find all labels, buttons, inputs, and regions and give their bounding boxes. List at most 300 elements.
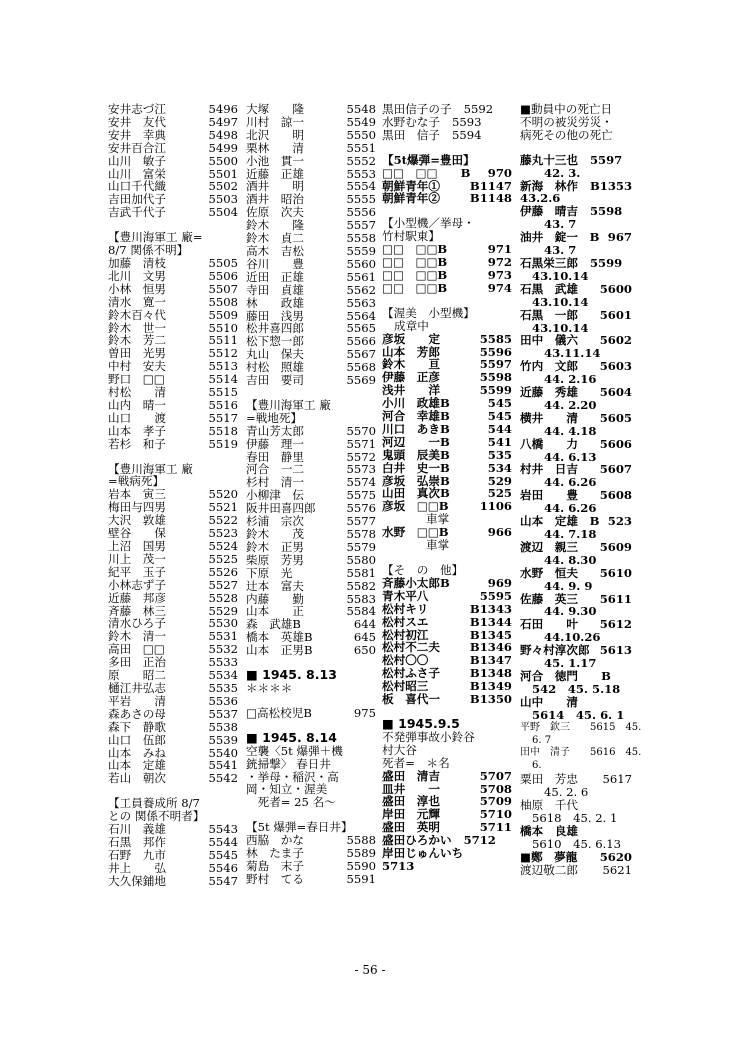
- entry-text: 石川 義雄: [108, 822, 166, 837]
- entry-number: 5595: [479, 588, 512, 603]
- entry-number: 5537: [208, 706, 238, 721]
- entry-text: 林 政雄: [246, 295, 304, 310]
- text-line: [520, 696, 632, 709]
- entry-number: 5605: [599, 410, 632, 425]
- entry-text: 油井 錠一 B: [520, 230, 600, 245]
- entry-number: 5502: [208, 179, 238, 194]
- section-heading: [246, 729, 376, 745]
- entry-row: [246, 374, 376, 387]
- entry-text: 青山芳太郎: [246, 423, 304, 438]
- entry-number: 5589: [346, 846, 376, 861]
- entry-text: 樋江井弘志: [108, 680, 166, 695]
- entry-text: 近田 正雄: [246, 269, 304, 284]
- entry-text: 45. 1.17: [544, 656, 597, 671]
- entry-text: 44. 7.18: [544, 527, 597, 541]
- entry-number: 5598: [479, 370, 512, 385]
- entry-text: 河合 徳門 B: [520, 668, 611, 683]
- text-line: [520, 683, 632, 696]
- entry-number: 5563: [346, 295, 376, 310]
- entry-number: 5574: [346, 475, 376, 490]
- entry-number: 5550: [346, 127, 376, 142]
- text-line: [520, 838, 632, 851]
- text-line: [520, 116, 632, 129]
- entry-number: 5561: [346, 269, 376, 284]
- text-line: [520, 103, 632, 116]
- entry-text: 水野 恒夫: [520, 565, 578, 580]
- entry-number: B1344: [469, 614, 512, 629]
- entry-text: 野村 てる: [246, 871, 304, 886]
- spacer: [108, 451, 238, 463]
- entry-number: 5585: [479, 331, 512, 346]
- entry-text: 梅田与四男: [108, 500, 166, 515]
- entry-row: [108, 579, 238, 592]
- entry-text: 5610 45. 6.13: [532, 836, 622, 851]
- entry-row: [108, 155, 238, 168]
- entry-text: 吉田加代子: [108, 192, 166, 207]
- entry-number: 5540: [208, 745, 238, 760]
- entry-text: 【5t 爆弾=春日井】: [246, 820, 353, 835]
- entry-row: [108, 309, 238, 322]
- entry-text: 大沢 敦雄: [108, 513, 166, 528]
- text-line: [382, 847, 512, 860]
- entry-text: 盛田 淳也: [382, 794, 440, 809]
- entry-text: 松村キリ: [382, 601, 429, 616]
- text-line: [382, 860, 512, 873]
- entry-text: 不明の被災労災・: [520, 114, 613, 129]
- entry-number: 544: [487, 421, 512, 436]
- entry-row: [108, 836, 238, 849]
- entry-number: 5511: [208, 333, 238, 348]
- entry-text: 黒田信子の子: [382, 102, 452, 116]
- entry-number: 523: [607, 514, 632, 529]
- entry-number: 5581: [346, 565, 376, 580]
- entry-number: 5538: [208, 719, 238, 734]
- entry-text: 橋本 英雄B: [246, 630, 313, 645]
- entry-number: 5597: [589, 152, 623, 167]
- entry-number: 5552: [346, 153, 376, 168]
- entry-number: 5548: [346, 102, 376, 116]
- entry-number: 5551: [346, 140, 376, 155]
- entry-text: 43.11.14: [544, 346, 601, 361]
- entry-number: 529: [487, 473, 512, 488]
- entry-text: 鈴木 清一: [108, 629, 166, 644]
- page-number: - 56 -: [354, 963, 386, 977]
- entry-number: 5554: [346, 179, 376, 194]
- entry-row: [382, 269, 512, 282]
- entry-number: 966: [487, 525, 512, 540]
- entry-text: 壁谷 保: [108, 526, 166, 541]
- entry-text: 鈴木百々代: [108, 307, 166, 322]
- entry-row: [246, 142, 376, 155]
- entry-number: 5547: [208, 873, 238, 888]
- entry-text: 44. 2.16: [544, 372, 597, 387]
- entry-text: 上沼 国男: [108, 539, 166, 553]
- entry-text: 河合 一二: [246, 462, 304, 477]
- entry-text: 小川 政雄B: [382, 396, 450, 411]
- text-line: [382, 757, 512, 770]
- entry-text: 北川 文男: [108, 268, 166, 283]
- entry-number: 5710: [479, 807, 512, 822]
- entry-number: 5530: [208, 616, 238, 631]
- entry-text: 高田 □□: [108, 642, 165, 657]
- entry-row: [246, 567, 376, 580]
- entry-row: [108, 399, 238, 412]
- entry-text: 山口 伍郎: [108, 732, 166, 747]
- entry-text: 近藤 邦彦: [108, 590, 166, 605]
- entry-text: 鈴木 貞二: [246, 231, 304, 246]
- entry-number: 5582: [346, 578, 376, 593]
- section-heading-text: ■ 1945. 8.14: [246, 729, 337, 745]
- entry-text: 松村不二夫: [382, 640, 440, 655]
- entry-number: 5570: [346, 423, 376, 438]
- entry-row: [108, 116, 238, 129]
- entry-text: 渡辺 親三: [520, 539, 578, 554]
- entry-number: 5594: [451, 127, 482, 142]
- entry-row: [382, 462, 512, 475]
- entry-number: 5517: [208, 410, 238, 425]
- entry-text: 林 たま子: [246, 846, 304, 861]
- entry-text: 新海 林作: [520, 178, 578, 193]
- entry-text: 山川 富栄: [108, 166, 166, 181]
- entry-text: 柴原 芳男: [246, 552, 304, 567]
- entry-number: 5708: [479, 781, 512, 796]
- entry-number: 5609: [599, 539, 632, 554]
- text-line: [520, 270, 632, 283]
- entry-text: 彦坂 弘崇B: [382, 473, 450, 488]
- entry-text: 松井喜四郎: [246, 321, 304, 336]
- entry-number: 650: [353, 643, 376, 658]
- entry-text: 山中 清: [520, 694, 578, 709]
- entry-number: 5521: [208, 500, 238, 515]
- entry-row: [382, 129, 512, 142]
- entry-text: 森下 静歌: [108, 719, 166, 734]
- entry-number: 5565: [346, 321, 376, 336]
- entry-number: 5533: [208, 655, 238, 670]
- entry-text: 村大谷: [382, 742, 417, 757]
- entry-number: 5562: [346, 282, 376, 297]
- entry-number: 5544: [208, 834, 238, 849]
- entry-text: 柚原 千代: [520, 798, 578, 813]
- entry-text: 山本 芳郎: [382, 344, 440, 359]
- entry-text: 山本 孝子: [108, 423, 166, 438]
- entry-number: 5542: [208, 771, 238, 786]
- entry-number: B1346: [469, 640, 512, 655]
- entry-text: 寺田 貞雄: [246, 282, 304, 297]
- entry-number: 5512: [208, 346, 238, 361]
- entry-number: 5516: [208, 397, 238, 412]
- entry-row: [382, 410, 512, 423]
- entry-number: 5564: [346, 308, 376, 323]
- entry-number: 5549: [346, 114, 376, 129]
- entry-text: 【小型機／挙母・: [382, 216, 475, 231]
- entry-text: 44. 6.13: [544, 449, 597, 464]
- entry-text: 黒田 信子: [382, 127, 440, 142]
- entry-row: [246, 425, 376, 438]
- entry-text: 杉村 清一: [246, 475, 304, 490]
- entry-row: [382, 192, 512, 205]
- entry-number: 5515: [208, 385, 238, 400]
- text-line: [520, 399, 632, 412]
- entry-text: 【5t爆弾=豊田】: [382, 152, 475, 167]
- entry-number: 5567: [346, 347, 376, 362]
- entry-number: 5577: [346, 514, 376, 529]
- text-line: [520, 129, 632, 142]
- text-line: [520, 425, 632, 438]
- entry-text: 川口 あきB: [382, 421, 450, 436]
- entry-text: 森あさの母: [108, 706, 166, 721]
- entry-text: 鈴木 隆: [246, 218, 304, 233]
- entry-row: [246, 541, 376, 554]
- entry-text: 伊藤 晴吉: [520, 204, 578, 219]
- entry-text: 田中 清子 5616 45.: [520, 747, 642, 759]
- entry-text: 安井志づ江: [108, 102, 166, 116]
- entry-text: 銃掃撃〉 春日井: [246, 756, 331, 771]
- entry-text: 阪井田喜四郎: [246, 501, 316, 516]
- entry-text: 吉田 要司: [246, 373, 304, 388]
- entry-text: □□ □□ B: [382, 165, 471, 180]
- entry-row: [108, 721, 238, 734]
- entry-row: [108, 734, 238, 747]
- entry-text: 白井 史一B: [382, 460, 450, 475]
- entry-text: 43.10.14: [532, 268, 589, 283]
- entry-number: 969: [487, 575, 512, 590]
- entry-text: 石黒 一郎: [520, 307, 578, 322]
- entry-text: 高木 吉松: [246, 243, 304, 258]
- entry-text: 盛田 清吉: [382, 768, 440, 783]
- entry-number: 5543: [208, 822, 238, 837]
- entry-number: 5553: [346, 166, 376, 181]
- entry-text: 青木平八: [382, 588, 429, 603]
- entry-text: 村井 日吉: [520, 462, 578, 477]
- entry-text: 板 喜代一: [382, 692, 440, 707]
- entry-text: 車掌: [426, 512, 450, 527]
- entry-text: 近藤 秀雄: [520, 385, 578, 400]
- entry-text: 44. 6.26: [544, 475, 597, 490]
- entry-number: 5591: [346, 871, 376, 886]
- entry-number: 5506: [208, 268, 238, 283]
- entry-row: [108, 129, 238, 142]
- entry-row: [382, 770, 512, 783]
- section-heading: [382, 715, 512, 731]
- entry-number: 5545: [208, 847, 238, 862]
- entry-number: 5578: [346, 527, 376, 541]
- entry-number: 5603: [599, 359, 632, 374]
- entry-text: 平岩 清: [108, 693, 166, 708]
- entry-row: [108, 823, 238, 836]
- entry-row: [246, 438, 376, 451]
- entry-text: 八橋 力: [520, 436, 578, 451]
- entry-row: [382, 167, 512, 180]
- entry-text: 岸田じゅんいち: [382, 846, 464, 861]
- entry-number: 5555: [346, 192, 376, 207]
- entry-number: 5597: [479, 357, 512, 372]
- entry-text: 吉武千代子: [108, 205, 166, 220]
- entry-row: [520, 386, 632, 399]
- entry-text: 曽田 光男: [108, 346, 166, 361]
- entry-text: 松村昭三: [382, 679, 429, 694]
- entry-number: 5592: [463, 102, 494, 116]
- entry-text: 岡・知立・渥美: [246, 782, 328, 797]
- entry-text: 山口 渡: [108, 410, 166, 425]
- entry-number: 5534: [208, 668, 238, 683]
- entry-row: [520, 205, 632, 218]
- entry-text: 5618 45. 2. 1: [532, 810, 618, 825]
- entry-text: 多田 正治: [108, 655, 166, 670]
- entry-row: [246, 297, 376, 310]
- entry-text: 紀平 玉子: [108, 564, 166, 579]
- entry-text: 5614 45. 6. 1: [532, 707, 625, 722]
- text-line: [520, 580, 632, 593]
- entry-text: との 関係不明者】: [108, 809, 205, 824]
- text-line: [382, 731, 512, 744]
- entry-row: [246, 116, 376, 129]
- entry-text: 【豊川海軍工 廠: [246, 397, 331, 412]
- entry-row: [108, 862, 238, 875]
- entry-text: 小柳津 伝: [246, 488, 304, 503]
- entry-text: 鈴木 正男: [246, 539, 304, 554]
- entry-text: 松村初江: [382, 627, 429, 642]
- entry-text: 下原 光: [246, 565, 293, 580]
- text-line: [520, 167, 632, 180]
- entry-row: [108, 296, 238, 309]
- entry-number: 5536: [208, 693, 238, 708]
- text-line: [520, 812, 632, 825]
- entry-number: 5613: [599, 643, 632, 658]
- entry-text: 春田 静里: [246, 449, 304, 464]
- entry-text: =戦地死】: [246, 410, 303, 425]
- entry-text: 鈴木 世一: [108, 320, 166, 335]
- entry-text: 野々村淳次郎: [520, 643, 590, 658]
- entry-text: □□ □□B: [382, 242, 448, 257]
- entry-text: 松村〇〇: [382, 653, 429, 668]
- entry-text: 伊藤 理一: [246, 436, 304, 451]
- entry-text: 橋本 良雄: [520, 823, 578, 838]
- entry-text: 鈴木 茂: [246, 527, 304, 541]
- text-line: [246, 412, 376, 425]
- entry-row: [520, 257, 632, 270]
- entry-text: 村松 照雄: [246, 360, 304, 375]
- entry-text: 44. 8.30: [544, 552, 597, 567]
- entry-text: 44. 2.20: [544, 397, 597, 412]
- text-line: [520, 825, 632, 838]
- entry-number: 5709: [479, 794, 512, 809]
- entry-text: ・挙母・稲沢・高: [246, 769, 339, 784]
- entry-row: [246, 129, 376, 142]
- entry-row: [108, 142, 238, 155]
- entry-text: 病死その他の死亡: [520, 127, 613, 142]
- entry-row: [108, 206, 238, 219]
- entry-text: 【そ の 他】: [382, 563, 464, 577]
- entry-row: [108, 682, 238, 695]
- entry-number: 5520: [208, 487, 238, 502]
- entry-row: [382, 103, 512, 116]
- entry-row: [382, 616, 512, 629]
- entry-number: 5522: [208, 513, 238, 528]
- entry-row: [108, 540, 238, 553]
- entry-text: 山田 真次B: [382, 486, 450, 501]
- entry-number: 5575: [346, 488, 376, 503]
- entry-number: 5590: [346, 858, 376, 873]
- entry-number: 5621: [602, 862, 632, 877]
- entry-text: ■鄭 夢龍: [520, 849, 578, 864]
- entry-number: 5527: [208, 577, 238, 592]
- entry-row: [382, 436, 512, 449]
- text-line: [382, 744, 512, 757]
- entry-text: 河合 幸雄B: [382, 409, 450, 424]
- entry-text: 成章中: [394, 318, 429, 333]
- entry-row: [108, 270, 238, 283]
- entry-row: [382, 333, 512, 346]
- entry-number: B1147: [469, 178, 512, 193]
- entry-text: 鬼頭 辰美B: [382, 447, 450, 462]
- entry-text: 竹内 文郎: [520, 359, 578, 374]
- entry-number: 5600: [599, 281, 632, 296]
- text-line: [520, 296, 632, 309]
- entry-row: [520, 309, 632, 322]
- entry-text: 谷川 豊: [246, 256, 304, 271]
- entry-number: 5612: [599, 617, 632, 632]
- entry-number: 5572: [346, 449, 376, 464]
- entry-text: 岩田 豊: [520, 488, 578, 503]
- entry-text: 死者= 25 名〜: [246, 795, 336, 810]
- entry-number: 5579: [346, 539, 376, 554]
- entry-text: 若杉 和子: [108, 436, 166, 451]
- entry-number: 5500: [208, 153, 238, 168]
- entry-text: 酒井 昭治: [246, 192, 304, 207]
- entry-row: [520, 864, 632, 877]
- entry-number: 5535: [208, 680, 238, 695]
- entry-number: 5539: [208, 732, 238, 747]
- entry-text: 不発弾事故小鈴谷: [382, 729, 475, 744]
- entry-row: [520, 231, 632, 244]
- entry-text: 水野 □□B: [382, 525, 449, 540]
- entry-text: 彦坂 定: [382, 331, 440, 346]
- entry-text: □□ □□B: [382, 255, 448, 270]
- entry-number: 5558: [346, 231, 376, 246]
- entry-text: 井上 弘: [108, 860, 166, 875]
- entry-number: 5498: [208, 127, 238, 142]
- text-line: [246, 745, 376, 758]
- entry-row: [520, 438, 632, 451]
- entry-text: 加藤 清枝: [108, 255, 166, 270]
- entry-row: [246, 284, 376, 297]
- entry-text: 42. 3.: [544, 165, 581, 180]
- entry-text: 44. 6.26: [544, 501, 597, 516]
- entry-number: 5557: [346, 218, 376, 233]
- entry-number: 5524: [208, 539, 238, 553]
- entry-row: [246, 873, 376, 886]
- text-line: [382, 154, 512, 167]
- entry-number: 5711: [479, 820, 512, 835]
- entry-text: 5713: [382, 858, 415, 873]
- entry-number: 5513: [208, 359, 238, 374]
- entry-text: 栗林 清: [246, 140, 304, 155]
- entry-row: [108, 386, 238, 399]
- entry-text: 鈴木 亘: [382, 357, 440, 372]
- entry-text: 小池 貫一: [246, 153, 304, 168]
- entry-text: 菊島 末子: [246, 858, 304, 873]
- entry-number: 545: [487, 396, 512, 411]
- entry-text: 皿井 一: [382, 781, 440, 796]
- entry-text: 43.10.14: [532, 320, 589, 335]
- entry-text: 竹村駅東】: [382, 229, 440, 244]
- entry-row: [246, 245, 376, 258]
- entry-text: 佐藤 英三: [520, 591, 578, 606]
- entry-text: 45. 2. 6: [544, 785, 589, 800]
- entry-text: 山本 みね: [108, 745, 166, 760]
- text-line: [520, 709, 632, 722]
- entry-text: 若山 朝次: [108, 771, 166, 786]
